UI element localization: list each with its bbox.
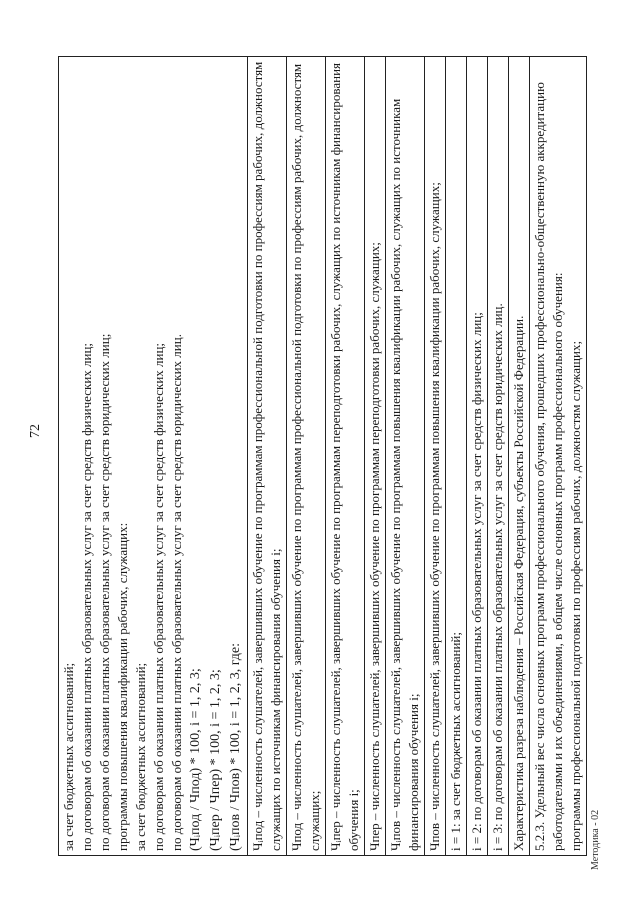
formula-line: (Чᵢпов / Чпов) * 100, i = 1, 2, 3, где: bbox=[228, 643, 243, 851]
table-cell bbox=[467, 57, 488, 856]
table-cell bbox=[248, 57, 287, 856]
footer-note: Методика - 02 bbox=[590, 809, 601, 870]
table-row bbox=[248, 57, 287, 856]
table-cell bbox=[425, 57, 446, 856]
text-line: 5.2.3. Удельный вес числа основных программ профессионального обучения, прошедших профессионально-общественную аккредитацию работодателями и их объединениями, в общем числе основных программ профессионального обучения: bbox=[532, 82, 565, 851]
table-cell bbox=[446, 57, 467, 856]
table-cell bbox=[365, 57, 386, 856]
table-row bbox=[509, 57, 530, 856]
formula-line: (Чᵢпод / Чпод) * 100, i = 1, 2, 3; bbox=[188, 668, 203, 851]
formula-line: (Чᵢпер / Чпер) * 100, i = 1, 2, 3; bbox=[208, 669, 223, 851]
table-row bbox=[446, 57, 467, 856]
text-line: i = 3: по договорам об оказании платных образовательных услуг за счет средств юридических лиц. bbox=[490, 303, 505, 851]
table-row bbox=[488, 57, 509, 856]
text-line: i = 2: по договорам об оказании платных образовательных услуг за счет средств физических лиц; bbox=[469, 312, 484, 851]
text-line: Чᵢпод – численность слушателей, завершивших обучение по программам профессиональной подготовки по профессиям рабочих, должностям служащих по источникам финансирования обучения i; bbox=[250, 61, 283, 851]
table-row bbox=[467, 57, 488, 856]
text-line: по договорам об оказании платных образовательных услуг за счет средств юридических лиц; bbox=[97, 333, 112, 851]
text-line: программы повышения квалификации рабочих, служащих: bbox=[115, 522, 130, 851]
text-line: за счет бюджетных ассигнований; bbox=[61, 662, 76, 851]
text-line: за счет бюджетных ассигнований; bbox=[133, 662, 148, 851]
table-row bbox=[365, 57, 386, 856]
table-row bbox=[287, 57, 326, 856]
page-number: 72 bbox=[28, 424, 43, 438]
text-line: по договорам об оказании платных образовательных услуг за счет средств юридических лиц. bbox=[169, 334, 184, 851]
text-line: Чпер – численность слушателей, завершивших обучение по программам переподготовки рабочих, служащих; bbox=[367, 242, 382, 851]
text-line: Чпов – численность слушателей, завершивших обучение по программам повышения квалификации рабочих, служащих; bbox=[427, 182, 442, 851]
table-row bbox=[59, 57, 248, 856]
table-row bbox=[326, 57, 365, 856]
text-line: по договорам об оказании платных образовательных услуг за счет средств физических лиц; bbox=[79, 342, 94, 851]
table-row bbox=[530, 57, 587, 856]
table-cell bbox=[326, 57, 365, 856]
table-body bbox=[59, 57, 587, 856]
text-line: Чпод – численность слушателей, завершивших обучение по программам профессиональной подготовки по профессиям рабочих, должностям служащих; bbox=[289, 63, 322, 851]
table-cell bbox=[488, 57, 509, 856]
table-cell bbox=[530, 57, 587, 856]
content-table bbox=[58, 56, 587, 856]
text-line: программы профессиональной подготовки по профессиям рабочих, должностям служащих; bbox=[568, 340, 583, 851]
table-cell bbox=[386, 57, 425, 856]
table-row bbox=[425, 57, 446, 856]
text-line: по договорам об оказании платных образовательных услуг за счет средств физических лиц; bbox=[151, 342, 166, 851]
text-line: Характеристика разреза наблюдения – Российская Федерация, субъекты Российской Федерации. bbox=[511, 315, 526, 851]
table-cell bbox=[509, 57, 530, 856]
table-cell bbox=[59, 57, 248, 856]
text-line: i = 1: за счет бюджетных ассигнований; bbox=[448, 632, 463, 851]
text-line: Чᵢпер – численность слушателей, завершивших обучение по программам переподготовки рабочих, служащих по источникам финансирования обучения i; bbox=[328, 62, 361, 851]
rotated-content bbox=[58, 56, 587, 856]
table-row bbox=[386, 57, 425, 856]
table-cell bbox=[287, 57, 326, 856]
text-line: Чᵢпов – численность слушателей, завершивших обучение по программам повышения квалификации рабочих, служащих по источникам финансирования обучения i; bbox=[388, 98, 421, 851]
